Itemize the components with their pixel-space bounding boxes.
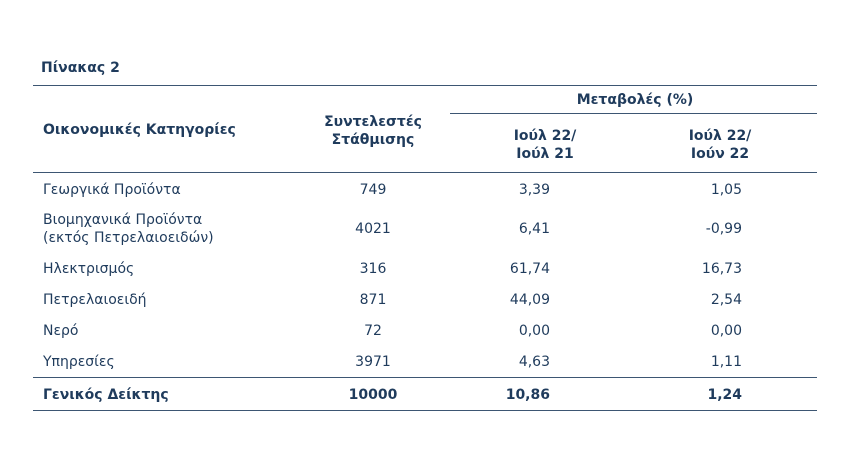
- header-col-b-line2: Ιούν 22: [690, 146, 750, 162]
- row-label: Ηλεκτρισμός: [43, 261, 135, 277]
- row-label: Βιομηχανικά Προϊόντα: [43, 212, 203, 228]
- top-rule: [33, 85, 817, 86]
- row-mom: 2,54: [710, 292, 742, 308]
- row-yoy: 6,41: [518, 221, 550, 237]
- row-mom: 16,73: [701, 261, 742, 277]
- row-label: Πετρελαιοειδή: [43, 292, 147, 308]
- row-mom: 0,00: [710, 323, 742, 339]
- total-yoy: 10,86: [505, 387, 550, 403]
- row-yoy: 3,39: [518, 182, 550, 198]
- row-yoy: 44,09: [509, 292, 550, 308]
- row-yoy: 4,63: [518, 354, 550, 370]
- row-mom: -0,99: [705, 221, 742, 237]
- header-weights-line2: Στάθμισης: [331, 132, 415, 148]
- row-weight: 3971: [355, 354, 391, 370]
- header-col-a-line2: Ιούλ 21: [516, 146, 574, 162]
- changes-rule: [450, 113, 817, 114]
- row-weight: 316: [359, 261, 387, 277]
- row-label-line2: (εκτός Πετρελαιοειδών): [43, 230, 214, 246]
- row-label: Γεωργικά Προϊόντα: [43, 182, 181, 198]
- table-title: Πίνακας 2: [41, 60, 120, 76]
- row-label: Υπηρεσίες: [43, 354, 115, 370]
- row-yoy: 0,00: [518, 323, 550, 339]
- bottom-rule: [33, 410, 817, 411]
- row-weight: 871: [359, 292, 387, 308]
- row-mom: 1,11: [710, 354, 742, 370]
- row-mom: 1,05: [710, 182, 742, 198]
- header-col-a-line1: Ιούλ 22/: [513, 128, 577, 144]
- total-mom: 1,24: [707, 387, 742, 403]
- header-bottom-rule: [33, 172, 817, 173]
- row-yoy: 61,74: [509, 261, 550, 277]
- header-weights-line1: Συντελεστές: [324, 114, 422, 130]
- header-changes: Μεταβολές (%): [576, 92, 694, 108]
- total-label: Γενικός Δείκτης: [43, 387, 169, 403]
- row-weight: 4021: [355, 221, 391, 237]
- row-label: Νερό: [43, 323, 79, 339]
- row-weight: 749: [359, 182, 387, 198]
- row-weight: 72: [364, 323, 382, 339]
- header-col-b-line1: Ιούλ 22/: [688, 128, 752, 144]
- total-top-rule: [33, 377, 817, 378]
- total-weight: 10000: [348, 387, 398, 403]
- header-category: Οικονομικές Κατηγορίες: [43, 122, 236, 138]
